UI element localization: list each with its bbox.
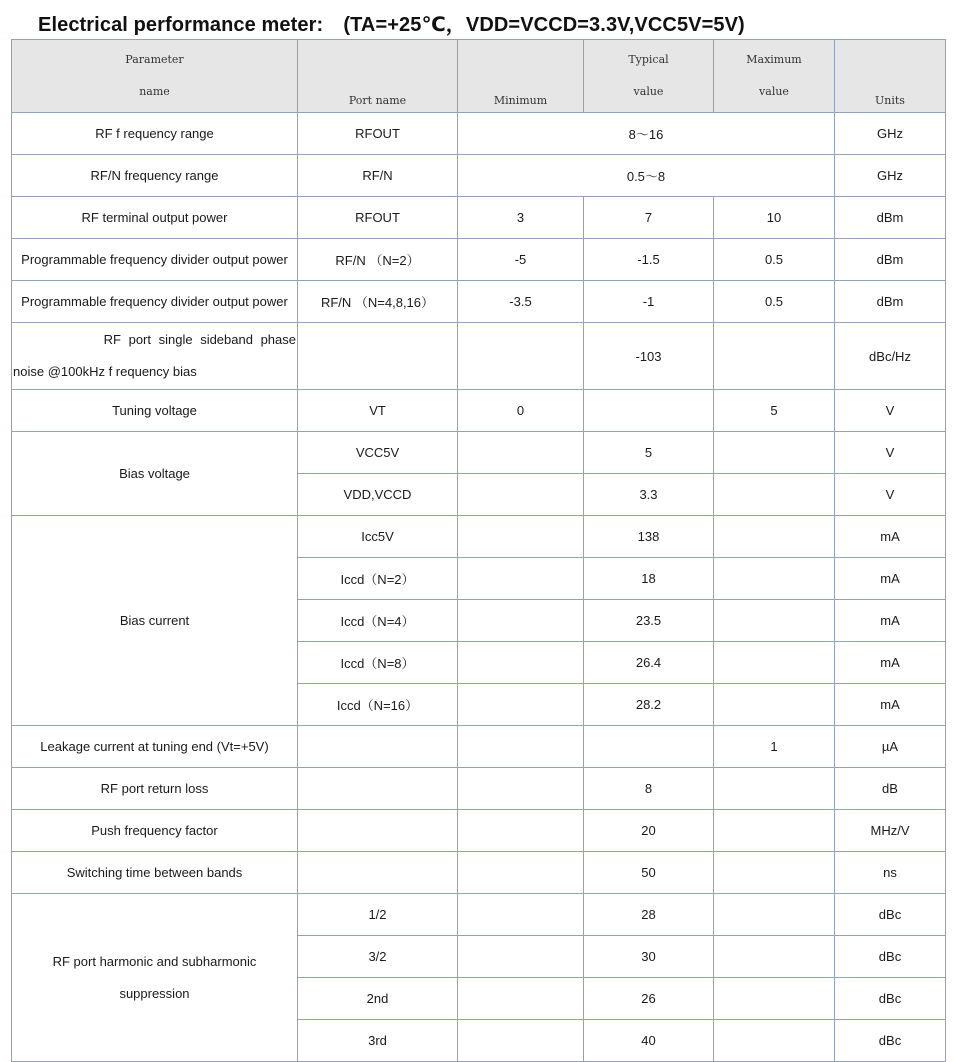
max-cell: 5: [714, 390, 835, 432]
port-cell: RF/N （N=2）: [298, 239, 458, 281]
typ-cell: 50: [584, 852, 714, 894]
max-cell: [714, 600, 835, 642]
param-cell: Bias current: [12, 516, 298, 726]
units-cell: V: [835, 390, 946, 432]
min-cell: [458, 894, 584, 936]
units-cell: dBc: [835, 978, 946, 1020]
units-cell: MHz/V: [835, 810, 946, 852]
units-cell: ns: [835, 852, 946, 894]
param-cell: Tuning voltage: [12, 390, 298, 432]
param-cell: RF port return loss: [12, 768, 298, 810]
min-cell: [458, 810, 584, 852]
table-row: [12, 516, 946, 558]
min-cell: [458, 768, 584, 810]
header-units: Units: [835, 40, 946, 113]
param-cell: RF port harmonic and subharmonic suppression: [12, 894, 298, 1062]
typ-cell: 20: [584, 810, 714, 852]
units-cell: GHz: [835, 113, 946, 155]
port-cell: Iccd（N=4）: [298, 600, 458, 642]
range-cell: 8～16: [458, 113, 835, 155]
typ-cell: 26: [584, 978, 714, 1020]
table-row: [12, 281, 946, 323]
param-cell: Programmable frequency divider output power: [12, 281, 298, 323]
table-row: [12, 323, 946, 390]
param-cell: RF port single sideband phase noise @100kHz f requency bias: [12, 323, 298, 390]
port-cell: Iccd（N=8）: [298, 642, 458, 684]
port-cell: 2nd: [298, 978, 458, 1020]
units-cell: dBc: [835, 936, 946, 978]
typ-cell: 18: [584, 558, 714, 600]
min-cell: [458, 516, 584, 558]
min-cell: -3.5: [458, 281, 584, 323]
max-cell: [714, 936, 835, 978]
port-cell: [298, 726, 458, 768]
max-cell: [714, 810, 835, 852]
min-cell: [458, 852, 584, 894]
max-cell: [714, 474, 835, 516]
param-cell: RF/N frequency range: [12, 155, 298, 197]
units-cell: mA: [835, 558, 946, 600]
min-cell: [458, 432, 584, 474]
header-port-name: Port name: [298, 40, 458, 113]
max-cell: [714, 323, 835, 390]
typ-cell: 40: [584, 1020, 714, 1062]
units-cell: mA: [835, 600, 946, 642]
port-cell: [298, 852, 458, 894]
port-cell: Iccd（N=2）: [298, 558, 458, 600]
table-row: [12, 852, 946, 894]
max-cell: [714, 894, 835, 936]
units-cell: µA: [835, 726, 946, 768]
max-cell: [714, 768, 835, 810]
min-cell: [458, 558, 584, 600]
port-cell: RFOUT: [298, 113, 458, 155]
param-cell: Programmable frequency divider output power: [12, 239, 298, 281]
min-cell: [458, 684, 584, 726]
max-cell: 0.5: [714, 239, 835, 281]
max-cell: [714, 558, 835, 600]
table-row: [12, 113, 946, 155]
min-cell: [458, 474, 584, 516]
port-cell: Iccd（N=16）: [298, 684, 458, 726]
max-cell: [714, 1020, 835, 1062]
max-cell: [714, 852, 835, 894]
table-row: [12, 390, 946, 432]
param-cell: RF terminal output power: [12, 197, 298, 239]
port-cell: RF/N: [298, 155, 458, 197]
units-cell: dBc/Hz: [835, 323, 946, 390]
port-cell: VCC5V: [298, 432, 458, 474]
max-cell: [714, 642, 835, 684]
units-cell: mA: [835, 516, 946, 558]
min-cell: -5: [458, 239, 584, 281]
port-cell: 3rd: [298, 1020, 458, 1062]
table-row: [12, 768, 946, 810]
typ-cell: 28.2: [584, 684, 714, 726]
units-cell: V: [835, 432, 946, 474]
max-cell: [714, 516, 835, 558]
port-cell: [298, 323, 458, 390]
units-cell: dB: [835, 768, 946, 810]
max-cell: 10: [714, 197, 835, 239]
table-row: [12, 894, 946, 936]
min-cell: [458, 642, 584, 684]
min-cell: [458, 726, 584, 768]
typ-cell: 23.5: [584, 600, 714, 642]
units-cell: dBc: [835, 894, 946, 936]
typ-cell: -1.5: [584, 239, 714, 281]
min-cell: [458, 936, 584, 978]
port-cell: 1/2: [298, 894, 458, 936]
header-parameter-name: Parameter name: [12, 40, 298, 113]
port-cell: RFOUT: [298, 197, 458, 239]
typ-cell: 8: [584, 768, 714, 810]
typ-cell: [584, 726, 714, 768]
table-row: [12, 239, 946, 281]
units-cell: mA: [835, 642, 946, 684]
port-cell: 3/2: [298, 936, 458, 978]
max-cell: [714, 432, 835, 474]
param-cell: Leakage current at tuning end (Vt=+5V): [12, 726, 298, 768]
units-cell: GHz: [835, 155, 946, 197]
electrical-performance-table: [11, 39, 946, 1062]
param-cell: Switching time between bands: [12, 852, 298, 894]
typ-cell: 5: [584, 432, 714, 474]
typ-cell: 3.3: [584, 474, 714, 516]
param-cell: RF f requency range: [12, 113, 298, 155]
max-cell: 1: [714, 726, 835, 768]
units-cell: dBm: [835, 281, 946, 323]
typ-cell: 7: [584, 197, 714, 239]
table-row: [12, 155, 946, 197]
range-cell: 0.5～8: [458, 155, 835, 197]
port-cell: Icc5V: [298, 516, 458, 558]
max-cell: [714, 684, 835, 726]
max-cell: [714, 978, 835, 1020]
typ-cell: 30: [584, 936, 714, 978]
min-cell: [458, 600, 584, 642]
table-row: [12, 197, 946, 239]
page-title: Electrical performance meter: (TA=+25℃，VDD=VCCD=3.3V,VCC5V=5V): [38, 14, 745, 36]
header-minimum: Minimum: [458, 40, 584, 113]
units-cell: V: [835, 474, 946, 516]
min-cell: [458, 1020, 584, 1062]
table-row: [12, 432, 946, 474]
port-cell: [298, 810, 458, 852]
table-row: [12, 810, 946, 852]
typ-cell: [584, 390, 714, 432]
port-cell: RF/N （N=4,8,16）: [298, 281, 458, 323]
typ-cell: 26.4: [584, 642, 714, 684]
min-cell: [458, 978, 584, 1020]
table-row: [12, 726, 946, 768]
port-cell: VDD,VCCD: [298, 474, 458, 516]
param-cell: Push frequency factor: [12, 810, 298, 852]
units-cell: dBc: [835, 1020, 946, 1062]
typ-cell: -1: [584, 281, 714, 323]
header-maximum-value: Maximum value: [714, 40, 835, 113]
max-cell: 0.5: [714, 281, 835, 323]
param-cell: Bias voltage: [12, 432, 298, 516]
min-cell: [458, 323, 584, 390]
port-cell: VT: [298, 390, 458, 432]
units-cell: mA: [835, 684, 946, 726]
typ-cell: 138: [584, 516, 714, 558]
units-cell: dBm: [835, 239, 946, 281]
port-cell: [298, 768, 458, 810]
header-typical-value: Typical value: [584, 40, 714, 113]
typ-cell: -103: [584, 323, 714, 390]
min-cell: 3: [458, 197, 584, 239]
table-header-row: [12, 40, 946, 113]
units-cell: dBm: [835, 197, 946, 239]
min-cell: 0: [458, 390, 584, 432]
typ-cell: 28: [584, 894, 714, 936]
